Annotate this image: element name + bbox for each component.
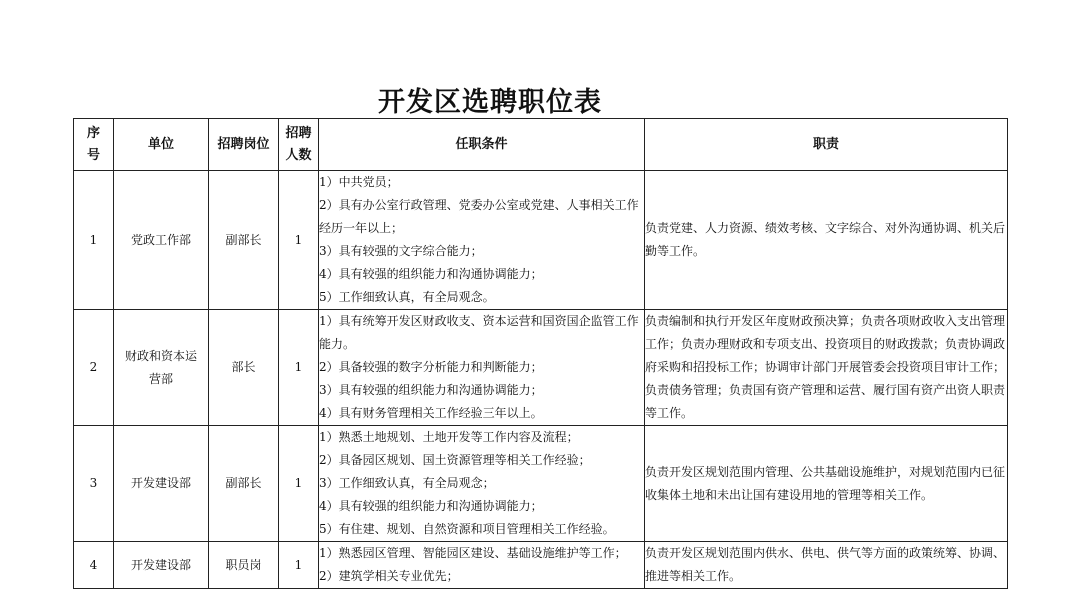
condition-line: 1）熟悉园区管理、智能园区建设、基础设施维护等工作； [319, 546, 627, 560]
cell-count: 1 [279, 171, 319, 310]
condition-line: 4）具有财务管理相关工作经验三年以上。 [319, 406, 543, 420]
header-conditions: 任职条件 [319, 119, 645, 171]
job-table [73, 118, 1008, 589]
cell-seq: 2 [74, 310, 114, 426]
cell-position: 副部长 [209, 426, 279, 542]
cell-seq: 1 [74, 171, 114, 310]
condition-line: 2）具备园区规划、国土资源管理等相关工作经验； [319, 453, 591, 467]
condition-line: 2）建筑学相关专业优先； [319, 569, 459, 583]
cell-duties: 负责编制和执行开发区年度财政预决算；负责各项财政收入支出管理工作；负责办理财政和专项支出、投资项目的财政拨款；负责协调政府采购和招投标工作；协调审计部门开展管委会投资项目审计工作；负责债务管理；负责国有资产管理和运营、履行国有资产出资人职责等工作。 [645, 310, 1008, 426]
header-count: 招聘人数 [279, 119, 319, 171]
table-header-row [74, 119, 1008, 171]
cell-seq: 3 [74, 426, 114, 542]
cell-position: 部长 [209, 310, 279, 426]
table-row [74, 542, 1008, 589]
condition-line: 5）有住建、规划、自然资源和项目管理相关工作经验。 [319, 522, 615, 536]
header-position: 招聘岗位 [209, 119, 279, 171]
condition-line: 3）具有较强的组织能力和沟通协调能力； [319, 383, 543, 397]
cell-conditions [319, 426, 645, 542]
cell-duties: 负责开发区规划范围内管理、公共基础设施维护，对规划范围内已征收集体土地和未出让国有建设用地的管理等相关工作。 [645, 426, 1008, 542]
page-title: 开发区选聘职位表 [378, 87, 602, 118]
cell-conditions [319, 310, 645, 426]
condition-line: 4）具有较强的组织能力和沟通协调能力； [319, 499, 543, 513]
header-unit: 单位 [114, 119, 209, 171]
table-row [74, 310, 1008, 426]
condition-line: 5）工作细致认真，有全局观念。 [319, 290, 495, 304]
condition-line: 1）具有统筹开发区财政收支、资本运营和国资国企监管工作能力。 [319, 314, 639, 351]
condition-line: 1）熟悉土地规划、土地开发等工作内容及流程； [319, 430, 579, 444]
condition-line: 1）中共党员； [319, 175, 399, 189]
header-seq: 序号 [74, 119, 114, 171]
cell-unit: 财政和资本运营部 [114, 310, 209, 426]
cell-unit: 党政工作部 [114, 171, 209, 310]
condition-line: 2）具备较强的数字分析能力和判断能力； [319, 360, 543, 374]
cell-position: 职员岗 [209, 542, 279, 589]
cell-count: 1 [279, 310, 319, 426]
condition-line: 3）具有较强的文字综合能力； [319, 244, 483, 258]
cell-duties: 负责开发区规划范围内供水、供电、供气等方面的政策统筹、协调、推进等相关工作。 [645, 542, 1008, 589]
condition-line: 4）具有较强的组织能力和沟通协调能力； [319, 267, 543, 281]
cell-conditions [319, 542, 645, 589]
cell-seq: 4 [74, 542, 114, 589]
cell-unit: 开发建设部 [114, 542, 209, 589]
header-duties: 职责 [645, 119, 1008, 171]
cell-count: 1 [279, 426, 319, 542]
cell-conditions [319, 171, 645, 310]
condition-line: 2）具有办公室行政管理、党委办公室或党建、人事相关工作经历一年以上； [319, 198, 639, 235]
table-row [74, 171, 1008, 310]
cell-duties: 负责党建、人力资源、绩效考核、文字综合、对外沟通协调、机关后勤等工作。 [645, 171, 1008, 310]
cell-position: 副部长 [209, 171, 279, 310]
table-row [74, 426, 1008, 542]
cell-unit: 开发建设部 [114, 426, 209, 542]
condition-line: 3）工作细致认真，有全局观念； [319, 476, 495, 490]
cell-count: 1 [279, 542, 319, 589]
